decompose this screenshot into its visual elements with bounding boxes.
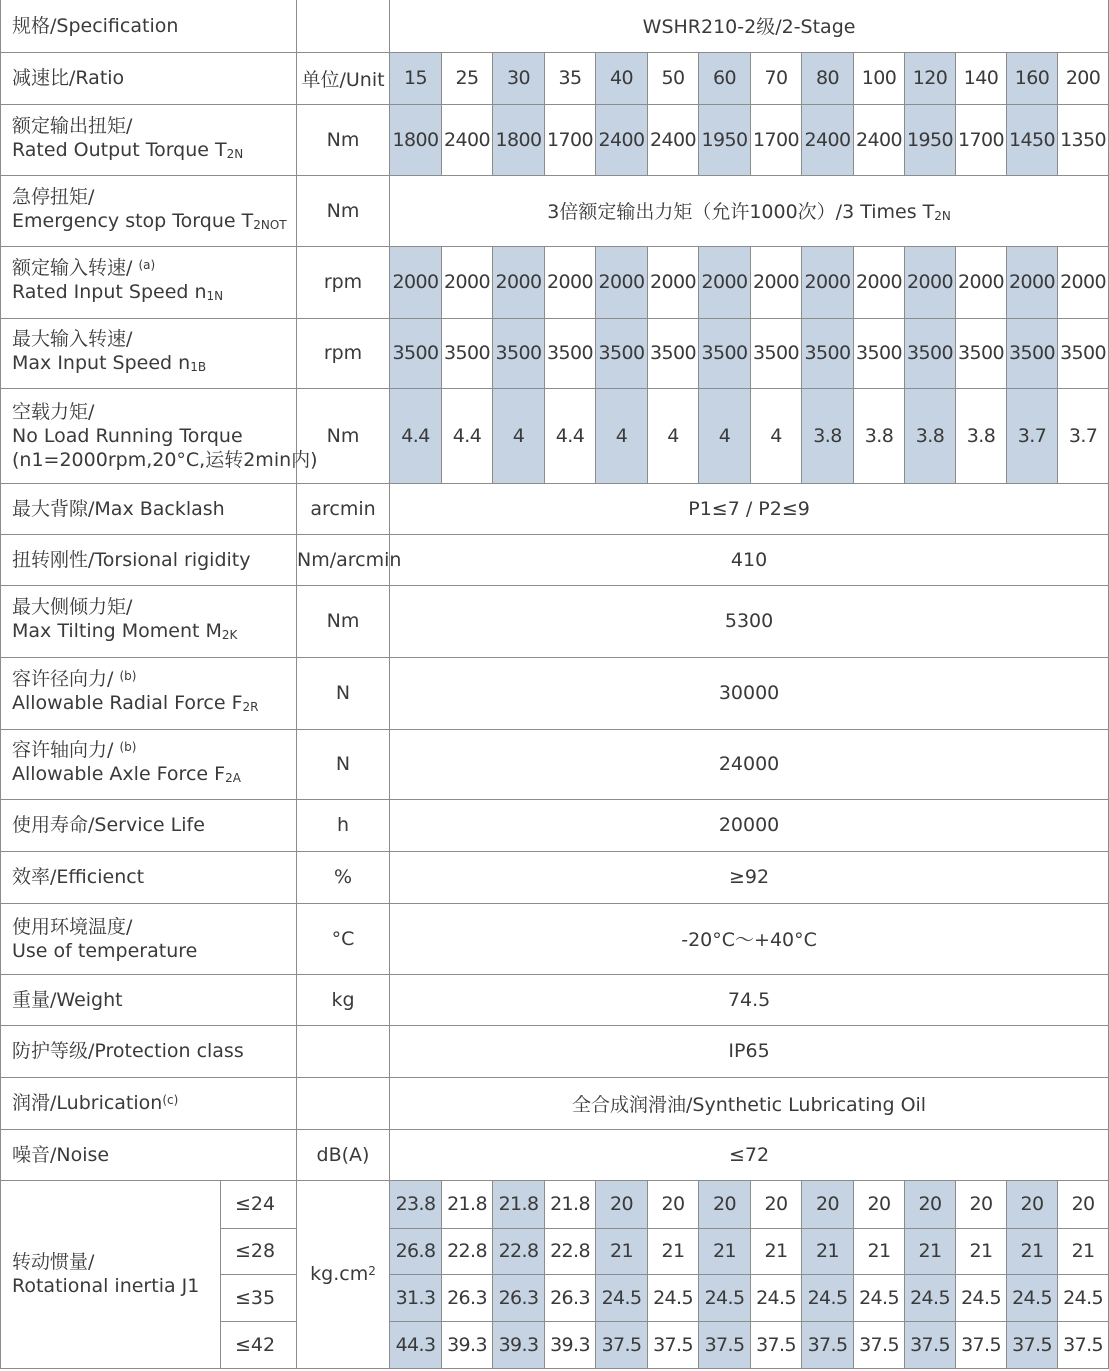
no-load-torque-value: 4 [493, 388, 545, 483]
specification-unit [297, 0, 390, 52]
rated-input-speed-value: 2000 [802, 246, 854, 318]
no-load-torque-value: 3.8 [905, 388, 956, 483]
rated-torque-value: 1700 [956, 104, 1007, 175]
rated-input-speed-value: 2000 [854, 246, 905, 318]
no-load-torque-value: 4 [648, 388, 699, 483]
rated-input-speed-value: 2000 [648, 246, 699, 318]
inertia-value: 37.5 [956, 1321, 1007, 1368]
no-load-torque-value: 4 [699, 388, 751, 483]
rated-torque-value: 1800 [493, 104, 545, 175]
tilting-moment-label: 最大侧倾力矩/ Max Tilting Moment $M_{2K}$ [1, 585, 297, 657]
no-load-torque-value: 3.8 [802, 388, 854, 483]
ratio-value: 60 [699, 52, 751, 104]
row-backlash [1, 483, 1109, 534]
tilting-moment-value: 5300 [390, 585, 1109, 657]
inertia-value: 20 [648, 1180, 699, 1228]
emergency-torque-unit: Nm [297, 175, 390, 246]
rated-torque-value: 2400 [854, 104, 905, 175]
max-input-speed-value: 3500 [802, 318, 854, 388]
max-input-speed-value: 3500 [596, 318, 648, 388]
rated-input-speed-value: 2000 [1058, 246, 1109, 318]
ratio-unit: 单位/Unit [297, 52, 390, 104]
inertia-value: 20 [751, 1180, 802, 1228]
inertia-value: 20 [905, 1180, 956, 1228]
inertia-value: 37.5 [802, 1321, 854, 1368]
rated-input-speed-value: 2000 [1007, 246, 1058, 318]
row-rated-input-speed [1, 246, 1109, 318]
row-no-load-torque [1, 388, 1109, 483]
row-axial-force [1, 729, 1109, 799]
inertia-bore: ≤42 [221, 1321, 297, 1368]
inertia-value: 37.5 [751, 1321, 802, 1368]
rated-input-speed-value: 2000 [493, 246, 545, 318]
inertia-value: 37.5 [699, 1321, 751, 1368]
ratio-value: 15 [390, 52, 442, 104]
torsional-rigidity-label: 扭转刚性/Torsional rigidity [1, 534, 297, 585]
torsional-rigidity-value: 410 [390, 534, 1109, 585]
inertia-value: 24.5 [1058, 1274, 1109, 1321]
no-load-torque-value: 3.7 [1007, 388, 1058, 483]
max-input-speed-unit: rpm [297, 318, 390, 388]
rated-torque-value: 2400 [802, 104, 854, 175]
radial-force-value: 30000 [390, 657, 1109, 729]
inertia-value: 31.3 [390, 1274, 442, 1321]
max-input-speed-value: 3500 [699, 318, 751, 388]
max-input-speed-value: 3500 [956, 318, 1007, 388]
ratio-value: 70 [751, 52, 802, 104]
lubrication-label: 润滑/Lubrication$^{(c)}$ [1, 1077, 297, 1129]
max-input-speed-value: 3500 [648, 318, 699, 388]
inertia-value: 21 [596, 1228, 648, 1274]
ratio-value: 100 [854, 52, 905, 104]
no-load-torque-unit: Nm [297, 388, 390, 483]
inertia-value: 20 [699, 1180, 751, 1228]
max-input-speed-value: 3500 [854, 318, 905, 388]
inertia-unit: $kg.cm^2$ [297, 1180, 390, 1368]
torsional-rigidity-unit: Nm/arcmin [297, 534, 390, 585]
inertia-value: 23.8 [390, 1180, 442, 1228]
ratio-value: 35 [545, 52, 596, 104]
inertia-value: 24.5 [956, 1274, 1007, 1321]
row-specification [1, 0, 1109, 52]
no-load-torque-value: 3.7 [1058, 388, 1109, 483]
rated-input-speed-value: 2000 [442, 246, 493, 318]
inertia-value: 21 [956, 1228, 1007, 1274]
rated-torque-value: 1800 [390, 104, 442, 175]
no-load-torque-value: 4.4 [442, 388, 493, 483]
rated-input-speed-unit: rpm [297, 246, 390, 318]
inertia-value: 22.8 [545, 1228, 596, 1274]
inertia-value: 21 [1058, 1228, 1109, 1274]
no-load-torque-value: 4.4 [545, 388, 596, 483]
no-load-torque-value: 4.4 [390, 388, 442, 483]
rated-torque-label: 额定输出扭矩/ Rated Output Torque $T_{2N}$ [1, 104, 297, 175]
rated-torque-value: 1700 [751, 104, 802, 175]
rated-torque-value: 2400 [648, 104, 699, 175]
inertia-value: 37.5 [854, 1321, 905, 1368]
row-radial-force [1, 657, 1109, 729]
rated-torque-value: 2400 [442, 104, 493, 175]
inertia-value: 22.8 [493, 1228, 545, 1274]
temperature-value: -20°C～+40°C [390, 903, 1109, 974]
inertia-value: 20 [956, 1180, 1007, 1228]
max-input-speed-value: 3500 [442, 318, 493, 388]
max-input-speed-value: 3500 [390, 318, 442, 388]
rated-input-speed-value: 2000 [699, 246, 751, 318]
ratio-value: 40 [596, 52, 648, 104]
tilting-moment-unit: Nm [297, 585, 390, 657]
efficiency-label: 效率/Efficienct [1, 851, 297, 903]
row-max-input-speed [1, 318, 1109, 388]
inertia-value: 21.8 [442, 1180, 493, 1228]
row-efficiency [1, 851, 1109, 903]
rated-torque-value: 1450 [1007, 104, 1058, 175]
model-value: WSHR210-2级/2-Stage [390, 0, 1109, 52]
efficiency-value: ≥92 [390, 851, 1109, 903]
rated-torque-unit: Nm [297, 104, 390, 175]
inertia-value: 20 [802, 1180, 854, 1228]
row-inertia [1, 1180, 1109, 1228]
inertia-value: 24.5 [751, 1274, 802, 1321]
lubrication-unit [297, 1077, 390, 1129]
ratio-value: 160 [1007, 52, 1058, 104]
rated-torque-value: 1950 [905, 104, 956, 175]
ratio-value: 80 [802, 52, 854, 104]
ratio-value: 25 [442, 52, 493, 104]
no-load-torque-label: 空载力矩/ No Load Running Torque (n1=2000rpm,20°C,运转2min内) [1, 388, 297, 483]
rated-input-speed-value: 2000 [390, 246, 442, 318]
row-noise [1, 1129, 1109, 1180]
inertia-value: 26.8 [390, 1228, 442, 1274]
no-load-torque-value: 4 [751, 388, 802, 483]
rated-input-speed-label: 额定输入转速/ $^{(a)}$ Rated Input Speed $n_{1N}$ [1, 246, 297, 318]
ratio-value: 30 [493, 52, 545, 104]
inertia-value: 21.8 [493, 1180, 545, 1228]
max-input-speed-value: 3500 [545, 318, 596, 388]
backlash-unit: arcmin [297, 483, 390, 534]
radial-force-label: 容许径向力/ $^{(b)}$ Allowable Radial Force $F_{2R}$ [1, 657, 297, 729]
inertia-value: 20 [596, 1180, 648, 1228]
inertia-label: 转动惯量/ Rotational inertia J1 [1, 1180, 221, 1368]
inertia-value: 21 [751, 1228, 802, 1274]
inertia-bore: ≤24 [221, 1180, 297, 1228]
inertia-value: 21 [1007, 1228, 1058, 1274]
ratio-value: 140 [956, 52, 1007, 104]
service-life-unit: h [297, 799, 390, 851]
inertia-value: 24.5 [854, 1274, 905, 1321]
inertia-value: 24.5 [596, 1274, 648, 1321]
max-input-speed-label: 最大输入转速/ Max Input Speed $n_{1B}$ [1, 318, 297, 388]
rated-torque-value: 2400 [596, 104, 648, 175]
protection-value: IP65 [390, 1025, 1109, 1077]
no-load-torque-value: 3.8 [854, 388, 905, 483]
inertia-value: 37.5 [1007, 1321, 1058, 1368]
inertia-value: 21 [905, 1228, 956, 1274]
efficiency-unit: % [297, 851, 390, 903]
inertia-value: 26.3 [545, 1274, 596, 1321]
rated-input-speed-value: 2000 [905, 246, 956, 318]
ratio-value: 200 [1058, 52, 1109, 104]
inertia-value: 37.5 [648, 1321, 699, 1368]
row-temperature [1, 903, 1109, 974]
backlash-label: 最大背隙/Max Backlash [1, 483, 297, 534]
inertia-value: 37.5 [1058, 1321, 1109, 1368]
inertia-value: 39.3 [545, 1321, 596, 1368]
inertia-bore: ≤35 [221, 1274, 297, 1321]
noise-unit: dB(A) [297, 1129, 390, 1180]
max-input-speed-value: 3500 [751, 318, 802, 388]
max-input-speed-value: 3500 [493, 318, 545, 388]
max-input-speed-value: 3500 [905, 318, 956, 388]
service-life-value: 20000 [390, 799, 1109, 851]
rated-torque-value: 1950 [699, 104, 751, 175]
no-load-torque-value: 3.8 [956, 388, 1007, 483]
lubrication-value: 全合成润滑油/Synthetic Lubricating Oil [390, 1077, 1109, 1129]
ratio-value: 50 [648, 52, 699, 104]
axial-force-unit: N [297, 729, 390, 799]
row-ratio [1, 52, 1109, 104]
inertia-value: 24.5 [699, 1274, 751, 1321]
rated-torque-value: 1700 [545, 104, 596, 175]
row-emergency-torque [1, 175, 1109, 246]
max-input-speed-value: 3500 [1058, 318, 1109, 388]
ratio-label: 减速比/Ratio [1, 52, 297, 104]
temperature-label: 使用环境温度/ Use of temperature [1, 903, 297, 974]
specification-label: 规格/Specification [1, 0, 297, 52]
temperature-unit: °C [297, 903, 390, 974]
inertia-value: 39.3 [493, 1321, 545, 1368]
no-load-torque-value: 4 [596, 388, 648, 483]
inertia-value: 26.3 [493, 1274, 545, 1321]
inertia-value: 20 [1007, 1180, 1058, 1228]
radial-force-unit: N [297, 657, 390, 729]
row-service-life [1, 799, 1109, 851]
noise-label: 噪音/Noise [1, 1129, 297, 1180]
row-torsional-rigidity [1, 534, 1109, 585]
inertia-value: 21 [648, 1228, 699, 1274]
noise-value: ≤72 [390, 1129, 1109, 1180]
inertia-value: 24.5 [1007, 1274, 1058, 1321]
inertia-value: 26.3 [442, 1274, 493, 1321]
inertia-bore: ≤28 [221, 1228, 297, 1274]
weight-unit: kg [297, 974, 390, 1025]
emergency-torque-value: 3倍额定输出力矩（允许1000次）/3 Times $T_{2N}$ [390, 175, 1109, 246]
row-lubrication [1, 1077, 1109, 1129]
inertia-value: 37.5 [905, 1321, 956, 1368]
inertia-value: 21.8 [545, 1180, 596, 1228]
inertia-value: 24.5 [802, 1274, 854, 1321]
inertia-value: 44.3 [390, 1321, 442, 1368]
inertia-value: 21 [802, 1228, 854, 1274]
inertia-value: 20 [1058, 1180, 1109, 1228]
emergency-torque-label: 急停扭矩/ Emergency stop Torque $T_{2NOT}$ [1, 175, 297, 246]
row-weight [1, 974, 1109, 1025]
ratio-value: 120 [905, 52, 956, 104]
inertia-value: 39.3 [442, 1321, 493, 1368]
max-input-speed-value: 3500 [1007, 318, 1058, 388]
axial-force-label: 容许轴向力/ $^{(b)}$ Allowable Axle Force $F_{2A}$ [1, 729, 297, 799]
row-tilting-moment [1, 585, 1109, 657]
inertia-value: 20 [854, 1180, 905, 1228]
service-life-label: 使用寿命/Service Life [1, 799, 297, 851]
weight-value: 74.5 [390, 974, 1109, 1025]
inertia-value: 21 [699, 1228, 751, 1274]
inertia-value: 21 [854, 1228, 905, 1274]
protection-unit [297, 1025, 390, 1077]
weight-label: 重量/Weight [1, 974, 297, 1025]
rated-input-speed-value: 2000 [596, 246, 648, 318]
protection-label: 防护等级/Protection class [1, 1025, 297, 1077]
backlash-value: P1≤7 / P2≤9 [390, 483, 1109, 534]
axial-force-value: 24000 [390, 729, 1109, 799]
inertia-value: 24.5 [648, 1274, 699, 1321]
inertia-value: 22.8 [442, 1228, 493, 1274]
rated-input-speed-value: 2000 [751, 246, 802, 318]
inertia-value: 37.5 [596, 1321, 648, 1368]
rated-torque-value: 1350 [1058, 104, 1109, 175]
row-protection [1, 1025, 1109, 1077]
rated-input-speed-value: 2000 [545, 246, 596, 318]
inertia-value: 24.5 [905, 1274, 956, 1321]
rated-input-speed-value: 2000 [956, 246, 1007, 318]
row-rated-torque [1, 104, 1109, 175]
